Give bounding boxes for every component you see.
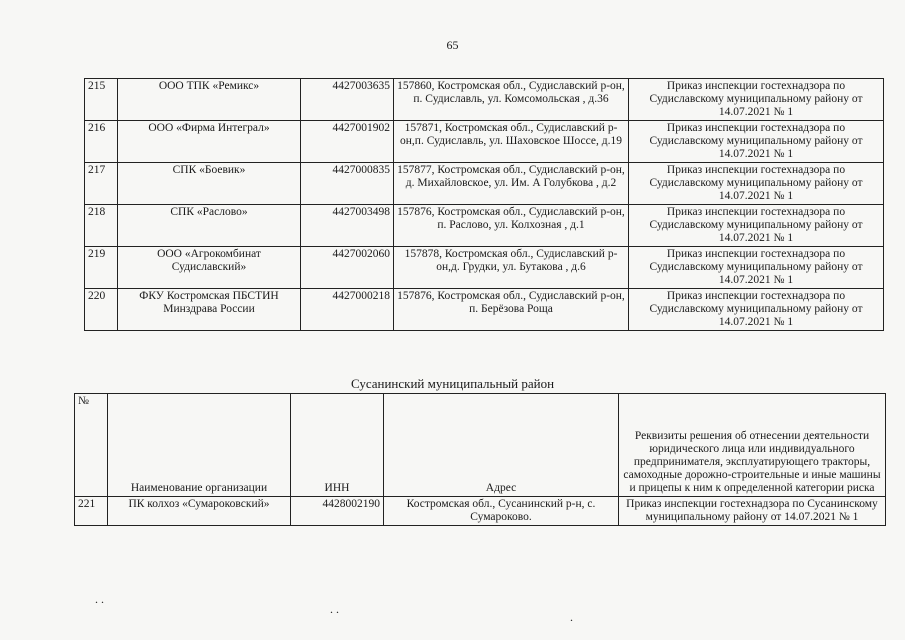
inn-value: 4427001902: [301, 121, 394, 163]
row-number: 216: [85, 121, 118, 163]
scan-marks: . .: [330, 602, 339, 616]
organizations-table-sudislavsky: [84, 78, 884, 331]
table-row: [85, 247, 884, 289]
inn-value: 4427003635: [301, 79, 394, 121]
inn-value: 4428002190: [291, 497, 384, 526]
row-number: 221: [75, 497, 108, 526]
header-num: №: [75, 394, 108, 497]
organization-name: ПК колхоз «Сумароковский»: [108, 497, 291, 526]
address: 157877, Костромская обл., Судиславский р-он, д. Михайловское, ул. Им. А Голубкова , д.2: [394, 163, 629, 205]
inn-value: 4427000218: [301, 289, 394, 331]
requisites: Приказ инспекции гостехнадзора по Судиславскому муниципальному району от 14.07.2021 № 1: [629, 121, 884, 163]
inn-value: 4427000835: [301, 163, 394, 205]
address: Костромская обл., Сусанинский р-н, с. Сумароково.: [384, 497, 619, 526]
organization-name: ФКУ Костромская ПБСТИН Минздрава России: [118, 289, 301, 331]
organization-name: ООО «Фирма Интеграл»: [118, 121, 301, 163]
table-row: [85, 289, 884, 331]
table-header-row: [75, 394, 886, 497]
row-number: 218: [85, 205, 118, 247]
header-address: Адрес: [384, 394, 619, 497]
requisites: Приказ инспекции гостехнадзора по Сусанинскому муниципальному району от 14.07.2021 № 1: [619, 497, 886, 526]
table-row: [75, 497, 886, 526]
address: 157876, Костромская обл., Судиславский р-он, п. Раслово, ул. Колхозная , д.1: [394, 205, 629, 247]
organization-name: СПК «Боевик»: [118, 163, 301, 205]
header-requisites: Реквизиты решения об отнесении деятельности юридического лица или индивидуального предпринимателя, эксплуатирующего тракторы, самоходные дорожно-строительные и иные машины и прицепы к ним к определенной категории риска: [619, 394, 886, 497]
scan-marks: .: [570, 610, 573, 624]
address: 157871, Костромская обл., Судиславский р-он,п. Судиславль, ул. Шаховское Шоссе, д.19: [394, 121, 629, 163]
organizations-table-susaninsky: [74, 393, 886, 526]
requisites: Приказ инспекции гостехнадзора по Судиславскому муниципальному району от 14.07.2021 № 1: [629, 247, 884, 289]
scan-marks: . .: [95, 592, 104, 606]
address: 157876, Костромская обл., Судиславский р-он, п. Берёзова Роща: [394, 289, 629, 331]
organization-name: СПК «Раслово»: [118, 205, 301, 247]
table-row: [85, 121, 884, 163]
row-number: 219: [85, 247, 118, 289]
address: 157878, Костромская обл., Судиславский р-он,д. Грудки, ул. Бутакова , д.6: [394, 247, 629, 289]
inn-value: 4427003498: [301, 205, 394, 247]
table-row: [85, 163, 884, 205]
header-inn: ИНН: [291, 394, 384, 497]
requisites: Приказ инспекции гостехнадзора по Судиславскому муниципальному району от 14.07.2021 № 1: [629, 289, 884, 331]
header-name: Наименование организации: [108, 394, 291, 497]
requisites: Приказ инспекции гостехнадзора по Судиславскому муниципальному району от 14.07.2021 № 1: [629, 163, 884, 205]
section-title: Сусанинский муниципальный район: [350, 376, 555, 391]
page-number: 65: [446, 38, 459, 52]
requisites: Приказ инспекции гостехнадзора по Судиславскому муниципальному району от 14.07.2021 № 1: [629, 79, 884, 121]
table-row: [85, 79, 884, 121]
row-number: 215: [85, 79, 118, 121]
requisites: Приказ инспекции гостехнадзора по Судиславскому муниципальному району от 14.07.2021 № 1: [629, 205, 884, 247]
inn-value: 4427002060: [301, 247, 394, 289]
row-number: 217: [85, 163, 118, 205]
organization-name: ООО ТПК «Ремикс»: [118, 79, 301, 121]
organization-name: ООО «Агрокомбинат Судиславский»: [118, 247, 301, 289]
row-number: 220: [85, 289, 118, 331]
address: 157860, Костромская обл., Судиславский р-он, п. Судиславль, ул. Комсомольская , д.36: [394, 79, 629, 121]
table-row: [85, 205, 884, 247]
